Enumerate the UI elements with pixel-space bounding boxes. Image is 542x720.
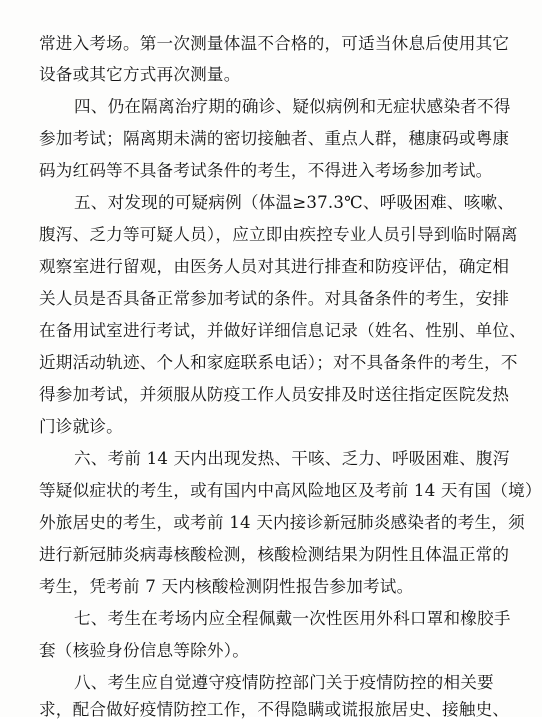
text-line: 近期活动轨迹、个人和家庭联系电话）；对不具备条件的考生，不 [39,353,518,372]
paragraph-4-start: 四、仍在隔离治疗期的确诊、疑似病例和无症状感染者不得 [74,97,511,116]
text-line: 门诊就诊。 [39,417,123,436]
paragraph-8-start: 八、考生应自觉遵守疫情防控部门关于疫情防控的相关要 [74,673,494,692]
paragraph-5-start: 五、对发现的可疑病例（体温≥37.3℃、呼吸困难、咳嗽、 [74,193,515,212]
text-line: 考生，凭考前 7 天内核酸检测阴性报告参加考试。 [39,577,414,596]
text-line: 关人员是否具备正常参加考试的条件。对具备条件的考生，安排 [39,289,510,308]
text-line: 外旅居史的考生，或考前 14 天内接诊新冠肺炎感染者的考生，须 [39,513,525,532]
paragraph-7-start: 七、考生在考场内应全程佩戴一次性医用外科口罩和橡胶手 [74,609,511,628]
text-line: 进行新冠肺炎病毒核酸检测，核酸检测结果为阴性且体温正常的 [39,545,510,564]
text-line: 码为红码等不具备考试条件的考生，不得进入考场参加考试。 [39,161,493,180]
text-line: 得参加考试，并须服从防疫工作人员安排及时送往指定医院发热 [39,385,510,404]
text-line: 等疑似症状的考生，或有国内中高风险地区及考前 14 天有国（境） [39,481,542,500]
paragraph-6-start: 六、考前 14 天内出现发热、干咳、乏力、呼吸困难、腹泻 [74,449,510,468]
text-line: 套（核验身份信息等除外）。 [39,641,250,660]
text-line: 设备或其它方式再次测量。 [39,65,241,84]
text-line: 求，配合做好疫情防控工作，不得隐瞒或谎报旅居史、接触史、 [39,700,510,719]
text-line: 在备用试室进行考试，并做好详细信息记录（姓名、性别、单位、 [39,321,527,340]
text-line: 腹泻、乏力等可疑人员），应立即由疾控专业人员引导到临时隔离 [39,225,518,244]
text-line: 参加考试；隔离期未满的密切接触者、重点人群，穗康码或粤康 [39,129,510,148]
text-line: 常进入考场。第一次测量体温不合格的，可适当休息后使用其它 [39,34,510,53]
text-line: 观察室进行留观，由医务人员对其进行排查和防疫评估，确定相 [39,257,510,276]
